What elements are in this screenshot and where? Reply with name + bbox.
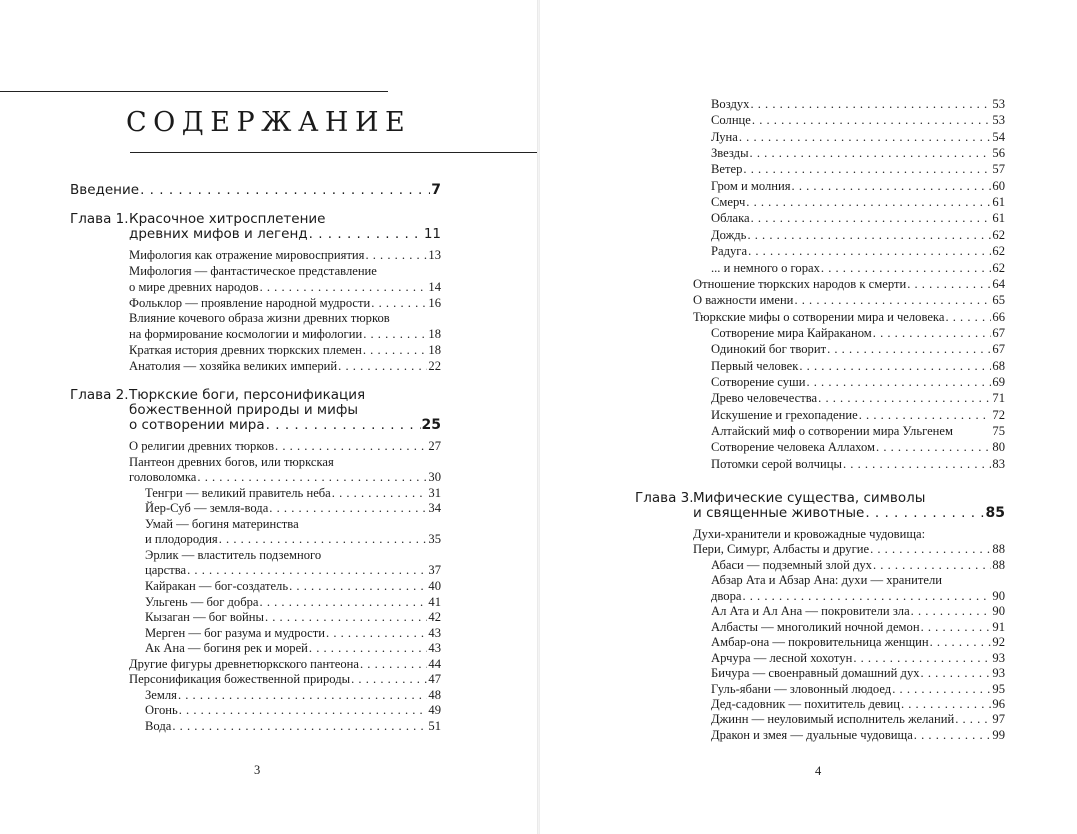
toc-entry-title: Алтайский миф о сотворении мира Ульгенем <box>711 424 953 438</box>
toc-subentry[interactable] <box>711 651 1005 666</box>
toc-subentry[interactable] <box>711 211 1005 226</box>
toc-entry[interactable] <box>129 359 441 374</box>
toc-intro[interactable] <box>70 183 441 198</box>
toc-subentry[interactable] <box>711 666 1005 681</box>
toc-entry-title: Кайракан — бог-создатель <box>145 578 289 593</box>
page-number-right: 4 <box>815 764 822 778</box>
dot-leader <box>865 506 984 521</box>
dot-leader <box>752 113 992 128</box>
toc-subentry[interactable] <box>145 595 441 610</box>
toc-page-number: 62 <box>992 260 1005 275</box>
dot-leader <box>742 589 991 604</box>
toc-page-number: 90 <box>992 604 1005 619</box>
dot-leader <box>260 595 428 610</box>
toc-entry-title: и плодородия <box>145 532 218 547</box>
dot-leader <box>219 532 428 547</box>
toc-page-number: 91 <box>992 619 1005 634</box>
toc-page-number: 95 <box>992 681 1005 696</box>
toc-entry-line: Влияние кочевого образа жизни древних тюрков <box>129 311 390 326</box>
dot-leader <box>269 501 427 516</box>
toc-entry-title: О религии древних тюрков <box>129 439 275 453</box>
toc-entry-line: Эрлик — властитель подземного <box>145 547 322 562</box>
dot-leader <box>843 457 991 472</box>
toc-subentry[interactable] <box>711 457 1005 472</box>
toc-page-number: 67 <box>992 342 1005 357</box>
toc-page-number: 44 <box>428 656 441 671</box>
toc-page-number: 43 <box>428 641 441 656</box>
dot-leader <box>338 359 427 374</box>
toc-entry[interactable] <box>129 248 441 263</box>
toc-subentry[interactable] <box>711 635 1005 650</box>
toc-entry-title: Ак Ана — богиня рек и морей <box>145 641 308 656</box>
toc-entry-title: головоломка <box>129 470 197 485</box>
dot-leader <box>266 418 421 433</box>
toc-entry-line: Абзар Ата и Абзар Ана: духи — хранители <box>711 573 942 588</box>
toc-subentry[interactable] <box>145 563 441 578</box>
dot-leader <box>921 620 992 635</box>
toc-page-number: 88 <box>992 542 1005 557</box>
toc-page-number: 66 <box>992 309 1005 324</box>
dot-leader <box>892 682 991 697</box>
toc-page-number: 62 <box>992 227 1005 242</box>
toc-page-number: 41 <box>428 594 441 609</box>
toc-subentry[interactable] <box>711 113 1005 128</box>
page-title: СОДЕРЖАНИЕ <box>126 107 412 138</box>
toc-entry-title: Фольклор — проявление народной мудрости <box>129 295 371 310</box>
page-number-left: 3 <box>254 763 261 777</box>
toc-entry[interactable] <box>129 470 441 485</box>
dot-leader <box>371 296 427 311</box>
dot-leader <box>179 703 428 718</box>
chapter-1-entry[interactable] <box>129 227 441 242</box>
toc-subentry[interactable] <box>711 342 1005 357</box>
toc-subentry[interactable] <box>711 589 1005 604</box>
dot-leader <box>907 277 991 292</box>
toc-subentry[interactable] <box>711 179 1005 194</box>
left-page <box>0 0 538 834</box>
dot-leader <box>945 310 991 325</box>
toc-entry-title: Пери, Симург, Албасты и другие <box>693 542 870 557</box>
chapter-prefix: Глава 2. <box>70 387 129 403</box>
toc-subentry[interactable] <box>711 712 1005 727</box>
toc-entry-title: Первый человек <box>711 358 799 373</box>
toc-subentry[interactable] <box>711 375 1005 390</box>
toc-subentry[interactable] <box>711 682 1005 697</box>
toc-page-number: 22 <box>428 358 441 373</box>
toc-entry[interactable] <box>693 277 1005 292</box>
dot-leader <box>873 326 992 341</box>
dot-leader <box>751 211 992 226</box>
toc-entry-title: Облака <box>711 211 750 226</box>
toc-entry-title: Арчура — лесной хохотун <box>711 650 853 665</box>
chapter-prefix: Глава 1. <box>70 211 129 227</box>
toc-entry[interactable] <box>129 327 441 342</box>
toc-entry-title: Анатолия — хозяйка великих империй <box>129 358 338 373</box>
toc-subentry[interactable] <box>711 697 1005 712</box>
right-page <box>540 0 1077 834</box>
chapter-title-line: Красочное хитросплетение <box>129 211 326 227</box>
dot-leader <box>172 719 427 734</box>
toc-page-number: 18 <box>428 343 441 358</box>
toc-entry[interactable] <box>129 280 441 295</box>
toc-page-number: 60 <box>992 178 1005 193</box>
toc-entry-title: Смерч <box>711 195 746 210</box>
toc-entry-title: Сотворение суши <box>711 374 806 389</box>
chapter-title-line: божественной природы и мифы <box>129 402 359 418</box>
dot-leader <box>197 470 427 485</box>
toc-entry-title: двора <box>711 588 742 603</box>
dot-leader <box>309 227 423 242</box>
dot-leader <box>360 657 427 672</box>
chapter-title-line: Тюркские боги, персонификация <box>129 387 366 403</box>
dot-leader <box>876 440 991 455</box>
dot-leader <box>178 688 427 703</box>
toc-entry-title: Потомки серой волчицы <box>711 456 842 471</box>
dot-leader <box>921 666 992 681</box>
toc-page-number: 61 <box>992 211 1005 226</box>
toc-page-number: 51 <box>428 718 441 733</box>
toc-subentry[interactable] <box>711 408 1005 423</box>
toc-page-number: 43 <box>428 625 441 640</box>
dot-leader <box>955 712 991 727</box>
toc-entry[interactable] <box>129 296 441 311</box>
toc-entry-title: о сотворении мира <box>129 417 265 433</box>
toc-page-number: 42 <box>428 610 441 625</box>
toc-subentry[interactable] <box>711 326 1005 341</box>
toc-page-number: 53 <box>992 97 1005 111</box>
dot-leader <box>739 130 992 145</box>
dot-leader <box>914 728 992 743</box>
toc-page-number: 65 <box>992 293 1005 308</box>
toc-subentry[interactable] <box>711 228 1005 243</box>
toc-entry-title: Ульгень — бог добра <box>145 594 259 609</box>
dot-leader <box>363 327 427 342</box>
toc-entry-title: Дождь <box>711 227 747 242</box>
toc-page-number: 25 <box>421 417 441 433</box>
dot-leader <box>818 391 991 406</box>
toc-entry-title: Радуга <box>711 244 748 259</box>
toc-entry-title: Введение <box>70 182 140 198</box>
toc-page-number: 72 <box>992 407 1005 422</box>
toc-page-number: 93 <box>992 666 1005 681</box>
toc-page-number: 35 <box>428 532 441 547</box>
toc-entry-title: Абаси — подземный злой дух <box>711 557 872 572</box>
toc-entry-title: Амбар-она — покровительница женщин <box>711 635 929 650</box>
toc-subentry[interactable] <box>145 610 441 625</box>
toc-entry-title: Мифология как отражение мировосприятия <box>129 248 365 262</box>
toc-entry-title: о мире древних народов <box>129 279 259 294</box>
toc-subentry[interactable] <box>711 97 1005 112</box>
toc-entry-title: Земля <box>145 687 177 702</box>
toc-page-number: 90 <box>992 588 1005 603</box>
toc-entry-title: Персонификация божественной природы <box>129 672 351 687</box>
dot-leader <box>799 359 991 374</box>
toc-entry[interactable] <box>129 657 441 672</box>
toc-page-number: 85 <box>985 505 1005 521</box>
toc-page-number: 7 <box>431 182 441 198</box>
toc-entry-title: Мерген — бог разума и мудрости <box>145 625 326 640</box>
dot-leader <box>187 563 427 578</box>
toc-entry[interactable] <box>693 293 1005 308</box>
dot-leader <box>853 651 991 666</box>
toc-subentry[interactable] <box>145 486 441 501</box>
dot-leader <box>911 604 992 619</box>
toc-entry-line: Духи-хранители и кровожадные чудовища: <box>693 527 926 541</box>
toc-page-number: 18 <box>428 327 441 342</box>
toc-subentry[interactable] <box>711 620 1005 635</box>
toc-entry[interactable] <box>693 310 1005 325</box>
dot-leader <box>275 439 427 454</box>
toc-entry-title: Краткая история древних тюркских племен <box>129 343 362 358</box>
dot-leader <box>870 542 991 557</box>
toc-entry[interactable] <box>129 672 441 687</box>
toc-entry-title: Сотворение мира Кайраканом <box>711 325 872 340</box>
toc-page-number: 27 <box>428 439 441 453</box>
toc-entry-title: на формирование космологии и мифологии <box>129 327 363 342</box>
toc-entry-title: Другие фигуры древнетюркского пантеона <box>129 656 359 671</box>
toc-entry-title: царства <box>145 563 187 578</box>
toc-page-number: 11 <box>423 226 441 242</box>
dot-leader <box>930 635 992 650</box>
toc-entry[interactable] <box>129 439 441 454</box>
toc-entry-title: Дед-садовник — похититель девиц <box>711 696 900 711</box>
toc-subentry[interactable] <box>711 440 1005 455</box>
dot-leader <box>326 626 427 641</box>
toc-page-number: 67 <box>992 325 1005 340</box>
toc-page-number: 99 <box>992 727 1005 742</box>
toc-entry[interactable] <box>693 542 1005 557</box>
toc-page-number: 37 <box>428 563 441 578</box>
toc-page-number: 80 <box>992 440 1005 455</box>
toc-entry-title: Воздух <box>711 97 750 111</box>
toc-entry-title: Звезды <box>711 146 749 161</box>
dot-leader <box>363 343 428 358</box>
toc-subentry[interactable] <box>145 641 441 656</box>
toc-entry-line: Мифология — фантастическое представление <box>129 263 377 278</box>
toc-page-number: 47 <box>428 672 441 687</box>
toc-subentry[interactable] <box>711 146 1005 161</box>
toc-page-number: 34 <box>428 501 441 516</box>
toc-subentry[interactable] <box>145 719 441 734</box>
toc-entry-title: древних мифов и легенд <box>129 226 308 242</box>
chapter-prefix: Глава 3. <box>635 490 694 506</box>
dot-leader <box>351 672 427 687</box>
toc-entry[interactable] <box>129 343 441 358</box>
toc-page-number: 49 <box>428 703 441 718</box>
toc-page-number: 54 <box>992 129 1005 144</box>
toc-subentry[interactable] <box>145 501 441 516</box>
toc-subentry[interactable] <box>711 391 1005 406</box>
dot-leader <box>748 244 991 259</box>
toc-entry-title: Одинокий бог творит <box>711 342 827 357</box>
toc-entry-title: Тенгри — великий правитель неба <box>145 485 331 500</box>
toc-page-number: 48 <box>428 687 441 702</box>
dot-leader <box>332 486 428 501</box>
dot-leader <box>750 97 991 112</box>
toc-page-number: 96 <box>992 696 1005 711</box>
toc-page-number: 31 <box>428 485 441 500</box>
chapter-title-line: Мифические существа, символы <box>693 490 926 506</box>
toc-page-number: 61 <box>992 195 1005 210</box>
toc-entry-title: и священные животные <box>693 505 865 521</box>
dot-leader <box>309 641 428 656</box>
toc-page-number: 97 <box>992 712 1005 727</box>
dot-leader <box>260 280 428 295</box>
toc-entry-title: Джинн — неуловимый исполнитель желаний <box>711 712 955 727</box>
dot-leader <box>289 579 427 594</box>
dot-leader <box>365 248 427 263</box>
dot-leader <box>743 162 991 177</box>
dot-leader <box>901 697 991 712</box>
toc-page-number: 56 <box>992 146 1005 161</box>
toc-subentry[interactable] <box>711 558 1005 573</box>
dot-leader <box>265 610 427 625</box>
toc-entry-title: Кызаган — бог войны <box>145 610 264 625</box>
toc-entry-title: Отношение тюркских народов к смерти <box>693 276 907 291</box>
toc-entry-title: Древо человечества <box>711 391 818 406</box>
toc-entry-title: Вода <box>145 718 172 733</box>
dot-leader <box>746 195 991 210</box>
toc-page-number: 71 <box>992 391 1005 406</box>
toc-entry-line: Умай — богиня материнства <box>145 516 299 531</box>
toc-page-number: 83 <box>992 456 1005 471</box>
toc-page-number: 13 <box>428 248 441 262</box>
toc-subentry[interactable] <box>711 130 1005 145</box>
toc-entry-title: Дракон и змея — дуальные чудовища <box>711 727 913 742</box>
toc-entry-title: Йер-Суб — земля-вода <box>145 501 269 516</box>
toc-page-number: 62 <box>992 244 1005 259</box>
toc-page-number: 40 <box>428 578 441 593</box>
dot-leader <box>750 146 992 161</box>
toc-subentry[interactable] <box>711 604 1005 619</box>
toc-entry-title: ... и немного о горах <box>711 260 820 275</box>
dot-leader <box>747 228 991 243</box>
toc-page-number: 64 <box>992 276 1005 291</box>
toc-subentry[interactable] <box>711 195 1005 210</box>
dot-leader <box>806 375 991 390</box>
toc-page-number: 30 <box>428 470 441 485</box>
toc-subentry[interactable] <box>711 424 1005 439</box>
toc-subentry[interactable] <box>145 532 441 547</box>
dot-leader <box>827 342 991 357</box>
toc-subentry[interactable] <box>711 162 1005 177</box>
toc-entry-title: Тюркские мифы о сотворении мира и человека <box>693 309 945 324</box>
toc-page-number: 75 <box>992 424 1005 438</box>
top-rule <box>0 91 388 92</box>
dot-leader <box>873 558 991 573</box>
toc-subentry[interactable] <box>145 703 441 718</box>
toc-entry-title: Гром и молния <box>711 178 791 193</box>
toc-entry-title: Ветер <box>711 162 743 177</box>
toc-entry-title: Албасты — многоликий ночной демон <box>711 619 920 634</box>
toc-entry-title: Луна <box>711 129 738 144</box>
toc-entry-title: Гуль-ябани — зловонный людоед <box>711 681 892 696</box>
dot-leader <box>821 261 992 276</box>
dot-leader <box>792 179 992 194</box>
toc-entry-title: Ал Ата и Ал Ана — покровители зла <box>711 604 910 619</box>
toc-subentry[interactable] <box>711 359 1005 374</box>
toc-entry-title: Бичура — своенравный домашний дух <box>711 666 920 681</box>
toc-entry-line: Пантеон древних богов, или тюркская <box>129 454 334 469</box>
toc-subentry[interactable] <box>711 261 1005 276</box>
toc-entry-title: Искушение и грехопадение <box>711 407 858 422</box>
toc-entry-title: Огонь <box>145 703 178 718</box>
chapter-3-entry[interactable] <box>693 506 1005 521</box>
dot-leader <box>794 293 991 308</box>
toc-page-number: 92 <box>992 635 1005 650</box>
toc-page-number: 57 <box>992 162 1005 177</box>
toc-page-number: 14 <box>428 279 441 294</box>
toc-subentry[interactable] <box>711 728 1005 743</box>
chapter-2-entry[interactable] <box>129 418 441 433</box>
title-rule <box>130 152 538 153</box>
toc-entry-title: О важности имени <box>693 293 794 308</box>
toc-page-number: 93 <box>992 650 1005 665</box>
toc-subentry[interactable] <box>145 626 441 641</box>
toc-entry-title: Сотворение человека Аллахом <box>711 440 876 455</box>
toc-entry-title: Солнце <box>711 113 751 128</box>
toc-page-number: 68 <box>992 358 1005 373</box>
toc-subentry[interactable] <box>711 244 1005 259</box>
toc-page-number: 69 <box>992 374 1005 389</box>
toc-page-number: 53 <box>992 113 1005 128</box>
toc-page-number: 16 <box>428 295 441 310</box>
toc-subentry[interactable] <box>145 579 441 594</box>
toc-subentry[interactable] <box>145 688 441 703</box>
dot-leader <box>859 408 992 423</box>
dot-leader <box>140 183 430 198</box>
toc-page-number: 88 <box>992 557 1005 572</box>
